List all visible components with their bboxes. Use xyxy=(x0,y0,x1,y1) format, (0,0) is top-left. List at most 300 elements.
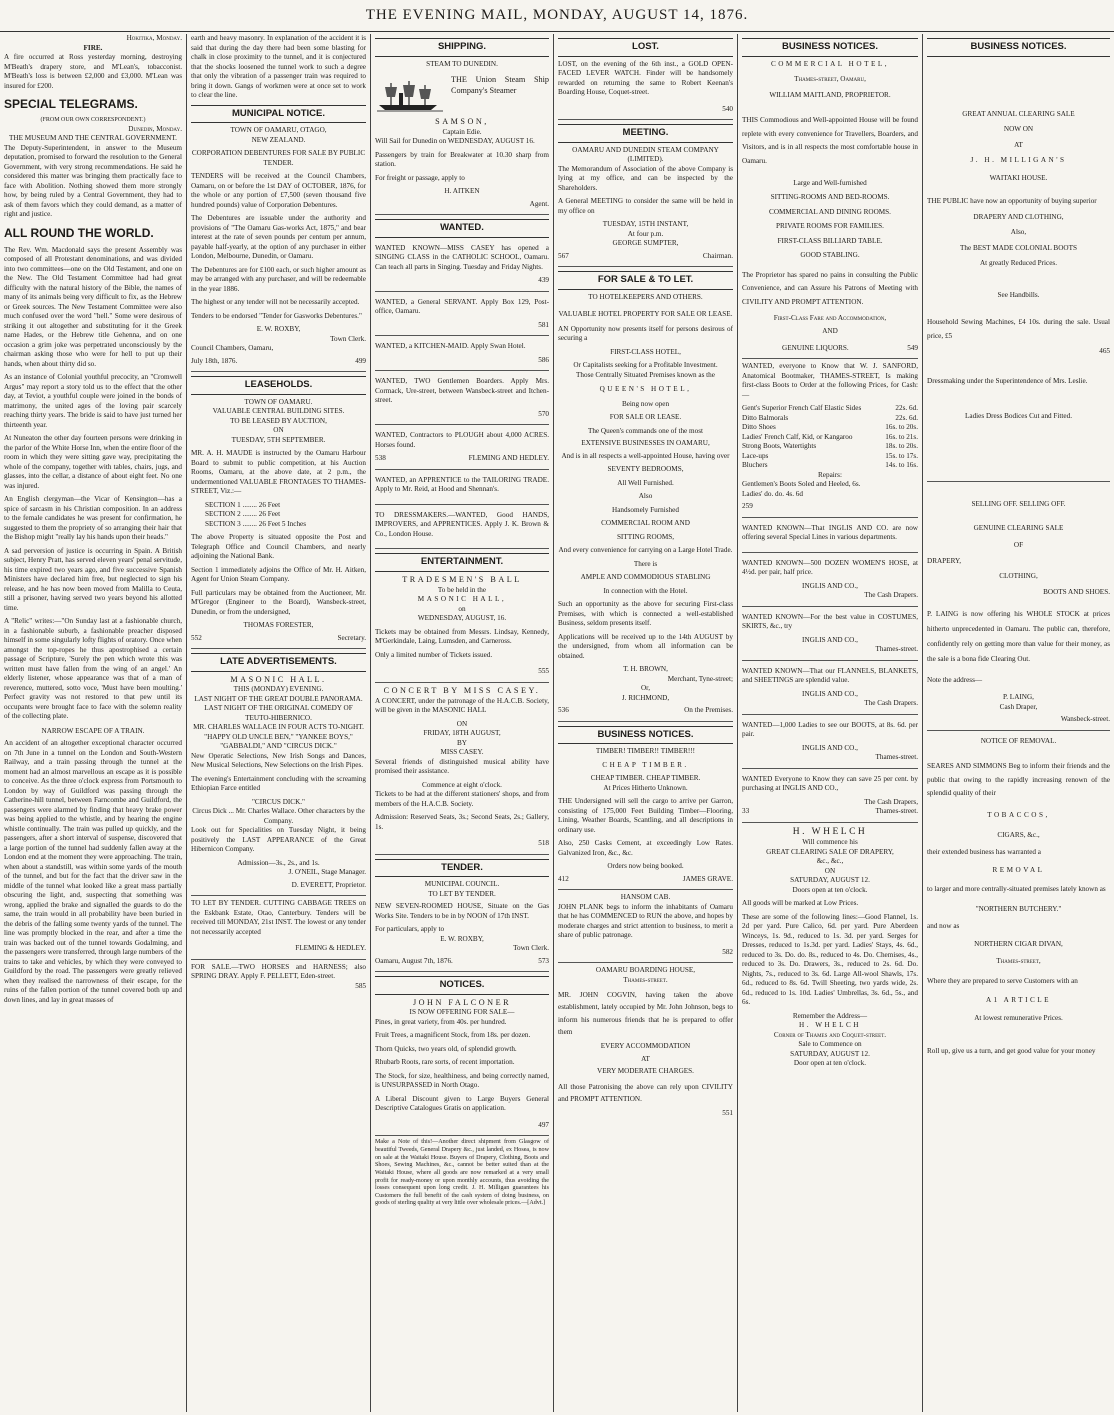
notice-paragraph: The Debentures are issuable under the authority and provisions of "The Oamaru Gas-works Act, 1875," and bear interest at the rate of seven pounds per centum per annum, payable half-yearly, at the option of any purchaser in either London, Melbourne, Dunedin, or Oamaru. xyxy=(191,214,366,261)
article-paragraph: As an instance of Colonial youthful precocity, an "Cromwell Argus" may report a story told us to the effect that the other day, at Teviot, a youthful couple were joined in the bonds of matrimony, the united ages of the loving pair scarcely reaching thirty years. The bride is said to have just turned her thirteenth year. xyxy=(4,373,182,429)
notice-line: Corner of Thames and Coquet-street. xyxy=(773,1030,887,1039)
notice-paragraph: AN Opportunity now presents itself for persons desirous of securing a xyxy=(558,324,733,343)
dateline: Dunedin, Monday. xyxy=(128,124,182,133)
notice-line: WAITAKI HOUSE. xyxy=(989,173,1048,182)
notice-line: NEW ZEALAND. xyxy=(251,135,306,144)
notice-line: MISS CASEY. xyxy=(440,748,484,757)
notice-line: TO LET BY TENDER. xyxy=(428,889,496,898)
notice-paragraph: Admission: Reserved Seats, 3s.; Second Seats, 2s.; Gallery, 1s. xyxy=(375,813,549,831)
notice-line: Thames-street, Oamaru, xyxy=(794,75,866,84)
notice-line: STEAM TO DUNEDIN. xyxy=(426,59,498,68)
signature-title: The Cash Drapers. xyxy=(864,591,918,600)
signature-title: Thames-street. xyxy=(875,753,918,762)
notice-paragraph: MR. A. H. MAUDE is instructed by the Oamaru Harbour Board to submit to public competition, at his Auction Rooms, Oamaru, at the above date, at 2 p.m., the undermentioned VALUABLE FRONTAGES TO THAMES-STREET, Viz.:— xyxy=(191,449,366,496)
notice-line: AT xyxy=(641,1054,650,1063)
column-news xyxy=(0,34,186,1410)
section-head-entertainment: ENTERTAINMENT. xyxy=(375,553,549,572)
notice-line: HANSOM CAB. xyxy=(620,893,671,902)
notice-line: In connection with the Hotel. xyxy=(603,586,688,595)
ad-number: 412 xyxy=(558,874,569,883)
notice-line: Sale to Commence on xyxy=(798,1040,862,1049)
notice-line: Door open at ten o'clock. xyxy=(793,1059,867,1068)
price-row xyxy=(742,414,918,424)
ad-number: 259 xyxy=(742,499,918,518)
notice-line: CONCERT BY MISS CASEY. xyxy=(383,685,541,695)
notice-paragraph: THE PUBLIC have now an opportunity of buying superior xyxy=(927,197,1097,206)
notice-paragraph: These are some of the following lines:—Good Flannel, 1s. 2d per yard. Pure Calico, 6d. per yard. Pure Aberdeen Winceys, 1s. 9d., reduced to 1s. 3d. per yard. Serges for Dresses, reduced to 1s.3d. per yard. Ladies' Stays, 4s. 6d., reduced to 3s. Do. do. 8s., reduced to 4s. Do. Chemises, 4s., reduced to 3s. Do. Drawers, 3s., reduced to 2s. 6d. Do. Nights, 7s., reduced to 3s. 6d. Large All-wool Shawls, 17s. 6d., reduced to 8s. 6d. Twill Sheeting, two yards wide, 2s. 6d., reduced to 1s. 10d. Ladies' Umbrellas, 3s. 6d., 5s., and 6s. xyxy=(742,912,918,1007)
ad-number: 439 xyxy=(538,276,549,285)
ad-for-sale-horses: FOR SALE.—TWO HORSES and HARNESS; also SPRING DRAY. Apply F. PELLETT, Eden-street. xyxy=(191,962,366,981)
ad-number: 586 xyxy=(538,355,549,364)
section-name: SECTION 1 xyxy=(205,500,241,509)
ad-number: 567 xyxy=(558,251,569,260)
signature: E. W. ROXBY, xyxy=(440,934,484,943)
notice-line: TO BE LEASED BY AUCTION, xyxy=(230,416,327,425)
section-head-business-notices: BUSINESS NOTICES. xyxy=(742,38,918,57)
notice-line: VALUABLE HOTEL PROPERTY FOR SALE OR LEASE. xyxy=(558,310,733,319)
signature: JAMES GRAVE. xyxy=(682,874,733,883)
notice-paragraph: Applications will be received up to the 14th AUGUST by the undersigned, from whom all information can be obtained. xyxy=(558,632,733,660)
notice-paragraph: Such an opportunity as the above for securing First-class Premises, with which is connected a well-established Business, seldom presents itself. xyxy=(558,600,733,628)
notice-line: SATURDAY, AUGUST 12. xyxy=(790,876,870,885)
ad-number: 552 xyxy=(191,633,202,642)
notice-line: At greatly Reduced Prices. xyxy=(979,259,1058,268)
price-item: Ditto Balmorals xyxy=(742,413,789,422)
section-size: 26 Feet 5 Inches xyxy=(258,519,307,528)
article-fire: A fire occurred at Ross yesterday morning, destroying M'Beath's drapery store, and M'Lean's, tobacconist. M'Beath's loss is between £2,000 and £3,000. M'Lean was insured for £200. xyxy=(4,53,182,90)
notice-paragraph: to larger and more centrally-situated premises lately known as xyxy=(927,885,1106,894)
notice-paragraph: The Stock, for size, healthiness, and being correctly named, is UNSURPASSED in North Otago. xyxy=(375,1071,549,1090)
notice-line: Being now open xyxy=(621,399,670,408)
notice-line: ON xyxy=(273,426,284,435)
notice-paragraph: Look out for Specialities on Tuesday Night, it being positively the LAST APPEARANCE of the Great Hibernicon Company. xyxy=(191,826,366,854)
notice-line: CHEAP TIMBER. CHEAP TIMBER. xyxy=(590,774,701,783)
column-lost-meeting xyxy=(554,34,737,1410)
notice-line: WEDNESDAY, AUGUST, 16. xyxy=(417,614,507,623)
notice-line: NOTICE OF REMOVAL. xyxy=(980,736,1057,745)
notice-line: At Prices Hitherto Unknown. xyxy=(603,783,688,792)
notice-paragraph: The Proprietor has spared no pains in consulting the Public Convenience, and can Assure his Patrons of Meeting with CIVILITY AND PROMPT ATTENTION. xyxy=(742,270,918,307)
notice-line: "CIRCUS DICK." xyxy=(252,797,305,806)
notice-line: their extended business has warranted a xyxy=(927,848,1041,857)
signature-title: Secretary. xyxy=(337,633,366,642)
price-row xyxy=(742,433,918,443)
ad-lost-watch: LOST, on the evening of the 6th inst., a GOLD OPEN-FACED LEVER WATCH. Finder will be handsomely rewarded on returning the same to Robert Keenan's Boarding House, Coquet-street. xyxy=(558,59,733,97)
ad-number: 536 xyxy=(558,706,569,715)
notice-line: JOHN FALCONER xyxy=(412,997,512,1007)
signature: D. EVERETT, Proprietor. xyxy=(191,878,366,897)
column-notices xyxy=(187,34,370,1410)
signature-title: On the Premises. xyxy=(684,706,733,715)
notice-paragraph: THE Undersigned will sell the cargo to arrive per Garron, consisting of 175,000 Feet Building Timber—Flooring, Lining, Weather Boards, Scantling, and all descriptions in ordinary use. xyxy=(558,797,733,834)
notice-line: Doors open at ten o'clock. xyxy=(792,885,868,894)
price-value: 22s. 6d. xyxy=(895,404,918,413)
notice-paragraph: Tickets to be had at the different stationers' shops, and from members of the H.A.C.B. Society. xyxy=(375,790,549,808)
notice-line: SEVENTY BEDROOMS, xyxy=(607,465,684,474)
column-business-notices-2 xyxy=(923,34,1114,1410)
notice-line: CLOTHING, xyxy=(999,572,1038,581)
notice-line: COMMERCIAL AND DINING ROOMS. xyxy=(769,207,891,216)
section-head-all-round-the-world: ALL ROUND THE WORLD. xyxy=(4,225,154,240)
signature: P. LAING, xyxy=(1003,693,1034,702)
ship-name: SAMSON, xyxy=(435,117,489,127)
notice-line: MASONIC HALL. xyxy=(230,674,327,684)
notice-paragraph: Also, 250 Casks Cement, at exceedingly Low Rates. Galvanized Iron, &c., &c. xyxy=(558,839,733,857)
notice-paragraph: P. LAING is now offering his WHOLE STOCK at prices hitherto unprecedented in Oamaru. The public can, therefore, confidently rely on getting more than value for their money, as the sale is a bona fide Clearing Out. xyxy=(927,610,1110,664)
notice-line: Also xyxy=(638,492,653,501)
notice-line: OAMARU AND DUNEDIN STEAM COMPANY (LIMITED). xyxy=(572,145,719,164)
notice-paragraph: Fruit Trees, a magnificent Stock, from 18s. per dozen. xyxy=(375,1031,531,1040)
section-head-wanted: WANTED. xyxy=(375,219,549,238)
section-head-late-advertisements: LATE ADVERTISEMENTS. xyxy=(191,653,366,672)
price-row xyxy=(742,423,918,433)
notice-line: VALUABLE CENTRAL BUILDING SITES. xyxy=(212,407,345,416)
notice-paragraph: Section 1 immediately adjoins the Office of Mr. H. Aitken, Agent for Union Steam Company. xyxy=(191,565,366,584)
notice-line: AND xyxy=(822,327,838,336)
notice-paragraph: Tickets may be obtained from Messrs. Lindsay, Kennedy, M'Gerkindale, Laing, Lumsden, and Carneross. xyxy=(375,627,549,646)
notice-line: Note the address— xyxy=(927,675,983,684)
notice-line: See Handbills. xyxy=(997,290,1040,299)
notice-line: NORTHERN CIGAR DIVAN, xyxy=(974,939,1063,948)
section-head-municipal: MUNICIPAL NOTICE. xyxy=(191,105,366,124)
notice-line: Admission—3s., 2s., and 1s. xyxy=(237,858,320,867)
notice-paragraph: Only a limited number of Tickets issued. xyxy=(375,650,493,659)
notice-line: VERY MODERATE CHARGES. xyxy=(597,1067,694,1076)
notice-paragraph: A Liberal Discount given to Large Buyers General Descriptive Catalogues Gratis on application. xyxy=(375,1094,549,1113)
ad-inglis: WANTED KNOWN—That our FLANNELS, BLANKETS, and SHEETINGS are splendid value. xyxy=(742,666,918,685)
notice-paragraph: THIS Commodious and Well-appointed House will be found replete with every convenience for Travellers, Boarders, and Visitors, and is in all respects the most comfortable house in Oamaru. xyxy=(742,116,918,166)
article-paragraph: A sad perversion of justice is occurring in Spain. A British subject, Henry Pratt, has served eleven years' penal servitude, his time expired two years ago, and five successive Spanish Ministers have declared him free, but neglected to sign his release, and he has now been moved from Malilla to Ceuta, still a prisoner, having served two years beyond his allotted time. xyxy=(4,546,182,612)
section-head-notices: NOTICES. xyxy=(375,976,549,995)
notice-paragraph: Will Sail for Dunedin on WEDNESDAY, AUGUST 16. xyxy=(375,137,535,146)
notice-line: There is xyxy=(633,559,658,568)
ad-wanted: TO DRESSMAKERS.—WANTED, Good HANDS, IMPROVERS, and APPRENTICES. Apply J. K. Brown & Co., London House. xyxy=(375,510,549,538)
price-value: 22s. 6d. xyxy=(895,413,918,422)
price-row xyxy=(742,452,918,462)
notice-line: COMMERCIAL HOTEL, xyxy=(770,59,890,68)
notice-paragraph: The Memorandum of Association of the above Company is lying at my office, and can be inspected by the Shareholders. xyxy=(558,164,733,192)
notice-paragraph: All those Patronising the above can rely upon CIVILITY and PROMPT ATTENTION. xyxy=(558,1082,733,1103)
notice-line: Commence at eight o'clock. xyxy=(422,780,502,789)
signature: GEORGE SUMPTER, xyxy=(612,239,679,248)
notice-line: FIRST-CLASS HOTEL, xyxy=(610,347,681,356)
notice-line: TRADESMEN'S BALL xyxy=(402,574,522,584)
signature: T. H. BROWN, xyxy=(623,665,668,674)
notice-line: OAMARU BOARDING HOUSE, xyxy=(595,966,696,975)
notice-line: First-Class Fare and Accommodation, xyxy=(773,313,887,322)
ad-number: 518 xyxy=(375,836,549,855)
notice-line: SATURDAY, AUGUST 12. xyxy=(790,1049,870,1058)
dateline: Hokitika, Monday. xyxy=(126,34,182,42)
notice-line: MASONIC HALL, xyxy=(417,595,507,604)
notice-line: Ladies Dress Bodices Cut and Fitted. xyxy=(927,409,1110,483)
notice-paragraph: For freight or passage, apply to xyxy=(375,173,465,182)
notice-paragraph: The evening's Entertainment concluding with the screaming Ethiopian Farce entitled xyxy=(191,774,366,793)
signature: E. W. ROXBY, xyxy=(256,325,301,334)
signature: INGLIS AND CO., xyxy=(802,743,858,752)
article-paragraph: An accident of an altogether exceptional character occurred on 7th June in a tunnel on the London and South-Western Railway, and a train passing through the tunnel at the moment had an almost marvellous an escape as it is possible to conceive. As the three o'clock express from Portsmouth to London by way of Guildford was passing through the Catherine-hill tunnel, between Farncombe and Guildford, the passengers were alarmed by finding that heavy brake power was being applied to the whistle, and by hearing the engine whistle continually. The train was pulled up quickly, and the passengers, after a short interval of suspense, discovered that a large portion of the tunnel had suddenly fallen away at the London end at the moment they were approaching. The train, when about a standstill, was within some yards of the mouth of the tunnel, and but for the fact that the driver saw in the middle of the tunnel what looked like a great mass partially obscuring the light, and, suspecting that something was wrong, applied the brake and signalled the guards to do the same, the train would in all probability have been buried in the debris of the falling some twenty yards of the tunnel. The line was promptly blocked in the rear, and after a time the train was backed out of the tunnel towards Godalming, and the passengers were transferred, through large numbers of the trains to take and vehicles, by which they were conveyed to Guildford by the road. The passengers were greatly relieved when they realised the narrowness of their escape, for the ruins of the fallen portion of the tunnel covered both up and down lines, and lay in great masses of xyxy=(4,739,182,1004)
signature-title: The Cash Drapers. xyxy=(864,699,918,708)
notice-paragraph: Dressmaking under the Superintendence of Mrs. Leslie. xyxy=(927,376,1088,385)
notice-paragraph: Household Sewing Machines, £4 10s. during the sale. Usual price, £5 xyxy=(927,318,1110,340)
ad-wanted: WANTED, a General SERVANT. Apply Box 129, Post-office, Oamaru. xyxy=(375,297,549,316)
notice-line: For particulars, apply to xyxy=(375,925,445,934)
notice-line: TOWN OF OAMARU, OTAGO, xyxy=(230,126,327,135)
headline-narrow-escape: NARROW ESCAPE OF A TRAIN. xyxy=(41,726,145,735)
section-row: SECTION 2 ........ 26 Feet xyxy=(205,510,281,519)
notice-line: DRAPERY AND CLOTHING, xyxy=(973,212,1064,221)
notice-paragraph: The highest or any tender will not be necessarily accepted. xyxy=(191,298,360,307)
notice-paragraph: A General MEETING to consider the same will be held in my office on xyxy=(558,197,733,215)
notice-line: SELLING OFF. SELLING OFF. xyxy=(971,500,1066,509)
price-item: Strong Boots, Watertights xyxy=(742,442,817,451)
notice-line: BOOTS AND SHOES. xyxy=(1043,587,1110,596)
notice-line: BY xyxy=(457,738,467,747)
ad-number: 585 xyxy=(355,981,366,990)
notice-line: SITTING-ROOMS AND BED-ROOMS. xyxy=(770,193,890,202)
notice-line: J. H. MILLIGAN'S xyxy=(970,156,1067,165)
section-size: 26 Feet xyxy=(258,500,281,509)
signature: FLEMING & HEDLEY. xyxy=(191,941,366,960)
article-paragraph: A "Relic" writes:—"On Sunday last at a fashionable church, in a fashionable suburb, a fashionable preacher disposed himself in some singularly lofty flights of oratory. Once when amongst the top-ropes he thus apostrophised a certain passage of Scripture, 'Surely the pen which wrote this was written must have fallen from the wing of an angel.' An elderly listener, whose appearance was that of a man of reverence, muttered, sotto voce, 'Must have been moulting.' Perfect gravity was not restored to that pew until its occupants were brought face to face with the solemn reality of the collecting plate. xyxy=(4,617,182,721)
signature-title: Chairman. xyxy=(702,251,733,260)
byline: (FROM OUR OWN CORRESPONDENT.) xyxy=(40,116,146,123)
notice-paragraph: Roll up, give us a turn, and get good value for your money xyxy=(927,1047,1096,1056)
notice-line: FOR SALE OR LEASE. xyxy=(609,413,682,422)
notice-line: Handsomely Furnished xyxy=(612,505,679,514)
notice-line: Orders now being booked. xyxy=(607,862,684,871)
notice-line: H. WHELCH xyxy=(799,1021,861,1030)
notice-line: NOW ON xyxy=(1003,125,1034,134)
ad-number: 499 xyxy=(355,356,366,365)
notice-paragraph: Tenders to be endorsed "Tender for Gasworks Debentures." xyxy=(191,311,362,320)
price-item: Ditto Shoes xyxy=(742,423,776,432)
notice-line: Captain Edie. xyxy=(442,127,482,136)
notice-line: Remember the Address— xyxy=(792,1011,868,1020)
signature-title: Cash Draper, xyxy=(999,702,1038,711)
signature: FLEMING AND HEDLEY. xyxy=(468,454,549,463)
notice-date: Oamaru, August 7th, 1876. xyxy=(375,956,453,965)
notice-line: All Well Furnished. xyxy=(617,478,674,487)
notice-line: OF xyxy=(1013,541,1024,550)
notice-line: CHEAP TIMBER. xyxy=(602,760,689,769)
headline-fire: FIRE. xyxy=(83,43,103,52)
ad-number: 570 xyxy=(538,409,549,418)
ad-inglis: WANTED Everyone to Know they can save 25 per cent. by purchasing at INGLIS AND CO., xyxy=(742,774,918,793)
ad-number: 465 xyxy=(1099,347,1110,356)
ad-number: 573 xyxy=(538,956,549,965)
ad-number: 497 xyxy=(375,1118,549,1137)
ad-number: 538 xyxy=(375,454,386,463)
ad-inglis: WANTED KNOWN—500 DOZEN WOMEN'S HOSE, at 4½d. per pair, half price. xyxy=(742,558,918,577)
section-name: SECTION 3 xyxy=(205,519,241,528)
notice-line: ON xyxy=(824,866,836,875)
advertorial: Make a Note of this!—Another direct shipment from Glasgow of beautiful Tweeds, General Drapery &c., just landed, ex Hosea, is now on sale at the Waitaki House. Buyers of Drapery, Clothing, Boots and Shoes, Sewing Machines, &c., cannot be better suited than at the Waitaki House, where all goods are now remarked at a very small profit for ready-money or upon monthly accounts, thus avoiding the losses consequent upon long credit. J. H. Milligan guarantees his Customers the full benefit of the cash system of doing business, on goods of sterling quality at very little over wholesale prices.—[Advt.] xyxy=(375,1139,549,1207)
notice-line: To be held in the xyxy=(437,585,487,594)
notice-line: The BEST MADE COLONIAL BOOTS xyxy=(960,243,1077,252)
notice-line: At four p.m. xyxy=(627,229,664,238)
signature: THOMAS FORESTER, xyxy=(243,621,314,630)
notice-paragraph: A CONCERT, under the patronage of the H.A.C.B. Society, will be given in the MASONIC HALL xyxy=(375,696,549,715)
ad-wanted: WANTED KNOWN—MISS CASEY has opened a SINGING CLASS in the CATHOLIC SCHOOL, Oamaru. Can teach all parts in Singing. Tuesday and Friday Nights. xyxy=(375,243,549,271)
ad-number: 555 xyxy=(375,664,549,683)
notice-line: AT xyxy=(1014,140,1023,149)
signature-title: Agent. xyxy=(375,197,549,216)
price-list xyxy=(742,404,918,471)
column-business-notices xyxy=(738,34,922,1410)
price-value: 16s. to 21s. xyxy=(885,432,918,441)
notice-line: Those Centrally Situated Premises known as the xyxy=(576,370,715,379)
notice-paragraph: Thorn Quicks, two years old, of splendid growth. xyxy=(375,1044,517,1053)
notice-line: DRAPERY, xyxy=(927,556,962,565)
masthead-rule xyxy=(0,31,1114,32)
price-row xyxy=(742,461,918,471)
notice-paragraph: MR. JOHN COGVIN, having taken the above establishment, lately occupied by Mr. John Johnson, begs to inform his numerous friends that he is prepared to offer them xyxy=(558,991,733,1036)
notice-line: ON xyxy=(456,719,468,728)
column-shipping xyxy=(371,34,553,1410)
masthead: THE EVENING MAIL, MONDAY, AUGUST 14, 1876. xyxy=(365,7,749,23)
notice-line: LAST NIGHT OF THE ORIGINAL COMEDY OF TEUTO-HIBERNICO. xyxy=(204,704,353,722)
ad-sanford: WANTED, everyone to Know that W. J. SANFORD, Anatomical Bootmaker, THAMES-STREET, Is making first-class Boots to Order at the following Prices, for Cash:— xyxy=(742,362,918,399)
notice-line: GOOD STABLING. xyxy=(800,251,860,260)
notice-line: COMMERCIAL ROOM AND xyxy=(601,519,690,528)
notice-paragraph: Where they are prepared to serve Customers with an xyxy=(927,976,1078,985)
notice-paragraph: JOHN PLANK begs to inform the inhabitants of Oamaru that he has COMMENCED to RUN the above, and hopes by moderate charges and strict attention to business, to merit a share of public patronage. xyxy=(558,902,733,940)
ad-inglis: WANTED KNOWN—For the best value in COSTUMES, SKIRTS, &c., try xyxy=(742,612,918,631)
price-row xyxy=(742,442,918,452)
signature: H. AITKEN xyxy=(444,187,480,196)
notice-line: H. WHELCH xyxy=(792,826,868,837)
section-head-lost: LOST. xyxy=(558,38,733,57)
notice-line: QUEEN'S HOTEL, xyxy=(599,385,692,394)
notice-line: GENUINE LIQUORS. xyxy=(782,343,849,352)
article-paragraph: At Nuneaton the other day fourteen persons were drinking in the parlor of the White Horse Inn, when the entire floor of the room in which they were sitting gave way, precipitating the whole of the company, together with tables, chairs, jugs, and glasses, into the cellar, a distance of about eight feet. No one was injured. xyxy=(4,434,182,490)
notice-line: FIRST-CLASS BILLIARD TABLE. xyxy=(777,236,883,245)
notice-line: TUESDAY, 15TH INSTANT, xyxy=(602,220,689,229)
notice-line: TOBACCOS, xyxy=(987,811,1050,820)
notice-line: WILLIAM MAITLAND, PROPRIETOR. xyxy=(769,90,891,99)
ad-wanted: WANTED, an APPRENTICE to the TAILORING TRADE. Apply to Mr. Reid, at Hood and Shennan's. xyxy=(375,475,549,494)
notice-line: Thames-street. xyxy=(623,975,668,984)
notice-line: LAST NIGHT OF THE GREAT DOUBLE PANORAMA. xyxy=(194,694,363,703)
signature-title: The Cash Drapers, xyxy=(864,797,918,806)
notice-line: MR. CHARLES WALLACE IN FOUR ACTS TO-NIGHT. xyxy=(193,723,364,732)
article-paragraph: The Rev. Wm. Macdonald says the present Assembly was composed of all Protestant denominations, and was divided into two committees—one on the Old Testament, and one on the New. The Old Testament Committee had had great difficulty with the natural history of the Bible, the names of many of its animals being very difficult to fix, as the Hebrew or Greek sources. The New Testament Committee were also much confused over the word "hell." Some were desirous of striking it out altogether and substituting for it the Greek name Hades, or the Hebrew title Gehenna, and on one occasion a grim joke was perpetrated unconsciously by the chairman asking those who were for hell to put up their hands, when about thirty did so. xyxy=(4,245,182,368)
notice-line: Or, xyxy=(640,684,651,693)
notice-line: And is in all respects a well-appointed House, having over xyxy=(561,451,730,460)
ad-number: 549 xyxy=(907,343,918,352)
notice-line: THIS (MONDAY) EVENING. xyxy=(233,685,324,694)
article-museum: The Deputy-Superintendent, in answer to the Museum deputation, promised to forward the resolution to the General Government, with very strong recommendations. He said he considered this matter was bringing them practically face to face with Abolition. Nothing showed them more strongly how, by being ruled by a Central Government, they had to ask of them favors which they could demand, as a matter of right and justice. xyxy=(4,143,182,219)
notice-paragraph: Several friends of distinguished musical ability have promised their assistance. xyxy=(375,757,549,776)
notice-line: Circus Dick ... Mr. Charles Wallace. Other characters by the Company. xyxy=(192,807,365,825)
ad-number: 581 xyxy=(538,320,549,329)
ad-number: 582 xyxy=(558,945,733,964)
signature-title: Thames-street. xyxy=(875,807,918,816)
price-item: Gent's Superior French Calf Elastic Sides xyxy=(742,404,862,413)
notice-line: And every convenience for carrying on a Large Hotel Trade. xyxy=(558,546,733,555)
section-head-business-notices: BUSINESS NOTICES. xyxy=(558,726,733,745)
notice-line: Repairs: xyxy=(818,470,842,479)
section-head-for-sale-to-let: FOR SALE & TO LET. xyxy=(558,271,733,290)
section-head-special-telegrams: SPECIAL TELEGRAMS. xyxy=(4,97,138,111)
notice-line: GENUINE CLEARING SALE xyxy=(973,523,1064,532)
section-head-leaseholds: LEASEHOLDS. xyxy=(191,376,366,395)
notice-paragraph: TENDERS will be received at the Council Chambers, Oamaru, on or before the 1st DAY of OCTOBER, 1876, for the whole or any portion of £7,500 (seven thousand five hundred pounds) value of Corporation Debentures. xyxy=(191,172,366,209)
section-size: 26 Feet xyxy=(258,510,281,519)
headline-museum: THE MUSEUM AND THE CENTRAL GOVERNMENT. xyxy=(9,134,177,143)
notice-line: EXTENSIVE BUSINESSES IN OAMARU, xyxy=(581,439,710,448)
notice-line: The Queen's commands one of the most xyxy=(587,426,704,435)
signature-title: Wansbeck-street. xyxy=(927,712,1110,731)
signature-title: Town Clerk. xyxy=(330,334,366,343)
notice-paragraph: Passengers by train for Breakwater at 10.30 sharp from station. xyxy=(375,150,549,169)
section-head-business-notices: BUSINESS NOTICES. xyxy=(927,38,1110,57)
notice-line: Also, xyxy=(1010,228,1027,237)
notice-line: "HAPPY OLD UNCLE BEN," "YANKEE BOYS," "GABBALDI," AND "CIRCUS DICK." xyxy=(204,732,353,751)
ad-wanted: WANTED, Contractors to PLOUGH about 4,000 ACRES. Horses found. xyxy=(375,431,549,449)
notice-line: EVERY ACCOMMODATION xyxy=(600,1042,691,1051)
section-head-shipping: SHIPPING. xyxy=(375,38,549,57)
notice-paragraph: The Debentures are for £100 each, or such higher amount as may be arranged with any purchaser, and will be redeemable in the year 1886. xyxy=(191,265,366,293)
price-value: 14s. to 16s. xyxy=(885,461,918,470)
notice-line: Large and Well-furnished xyxy=(793,178,867,187)
ad-number: 540 xyxy=(558,102,733,121)
ad-number: 551 xyxy=(722,1109,733,1118)
notice-paragraph: Pines, in great variety, from 40s. per hundred. xyxy=(375,1017,507,1026)
ad-wanted: WANTED, a KITCHEN-MAID. Apply Swan Hotel. xyxy=(375,342,526,351)
section-head-tender: TENDER. xyxy=(375,859,549,878)
notice-line: &c., &c., xyxy=(816,857,844,866)
notice-line: Or Capitalists seeking for a Profitable Investment. xyxy=(573,361,718,370)
signature: J. RICHMOND, xyxy=(621,693,670,702)
notice-paragraph: New Operatic Selections, New Irish Songs and Dances, New Musical Selections, New Selections on the Irish Pipes. xyxy=(191,751,366,770)
price-value: 15s. to 17s. xyxy=(885,451,918,460)
steamship-icon xyxy=(375,79,445,113)
signature: INGLIS AND CO., xyxy=(802,581,858,590)
signature: INGLIS AND CO., xyxy=(802,689,858,698)
notice-paragraph: SEARES AND SIMMONS Beg to inform their friends and the public that owing to the rapidly increasing renown of the splendid quality of their xyxy=(927,762,1110,798)
notice-line: TO HOTELKEEPERS AND OTHERS. xyxy=(588,292,703,301)
notice-paragraph: All goods will be marked at Low Prices. xyxy=(742,899,859,908)
signature-title: Town Clerk. xyxy=(513,944,549,953)
ad-inglis: WANTED KNOWN—That INGLIS AND CO. are now offering several Special Lines in various departments. xyxy=(742,523,918,542)
price-row xyxy=(742,404,918,414)
notice-line: CIGARS, &c., xyxy=(997,830,1040,839)
signature: INGLIS AND CO., xyxy=(802,635,858,644)
notice-line: TOWN OF OAMARU. xyxy=(244,397,313,406)
notice-line: MUNICIPAL COUNCIL. xyxy=(424,880,500,889)
article-continuation: earth and heavy masonry. In explanation of the accident it is said that during the day there had been some blasting for chalk in close proximity to the tunnel, and it is conjectured that the shocks loosened the tunnel work to such a degree that only the vibration of a passenger train was required to bring it down. Gangs of workmen were at once set to work to clear the line. xyxy=(191,34,366,99)
notice-line: on xyxy=(458,604,466,613)
notice-line: TIMBER! TIMBER!! TIMBER!!! xyxy=(595,747,696,756)
notice-line: CORPORATION DEBENTURES FOR SALE BY PUBLIC TENDER. xyxy=(191,149,366,167)
price-item: Bluchers xyxy=(742,461,768,470)
notice-paragraph: The above Property is situated opposite the Post and Telegraph Office and Council Chambers, and nearly adjoining the National Bank. xyxy=(191,533,366,561)
signature-title: Thames-street. xyxy=(875,645,918,654)
ad-wanted: WANTED, TWO Gentlemen Boarders. Apply Mrs. Cormack, Ure-street, between Wansbeck-street and Itchen-street. xyxy=(375,377,549,405)
notice-line: Gentlemen's Boots Soled and Heeled, 6s. xyxy=(742,480,861,489)
notice-line: IS NOW OFFERING FOR SALE— xyxy=(409,1008,515,1017)
notice-line: SITTING ROOMS, xyxy=(616,532,675,541)
notice-paragraph: Full particulars may be obtained from the Auctioneer, Mr. M'Gregor (Engineer to the Board), Wansbeck-street, Dunedin, or from the undersigned, xyxy=(191,588,366,616)
section-head-meeting: MEETING. xyxy=(558,124,733,143)
notice-line: GREAT CLEARING SALE OF DRAPERY, xyxy=(766,847,894,856)
notice-paragraph: THE Union Steam Ship Company's Steamer xyxy=(451,75,549,95)
notice-paragraph: Rhubarb Roots, rare sorts, of recent importation. xyxy=(375,1058,515,1067)
price-value: 18s. to 20s. xyxy=(885,442,918,451)
ad-inglis: WANTED—1,000 Ladies to see our BOOTS, at 8s. 6d. per pair. xyxy=(742,720,918,739)
